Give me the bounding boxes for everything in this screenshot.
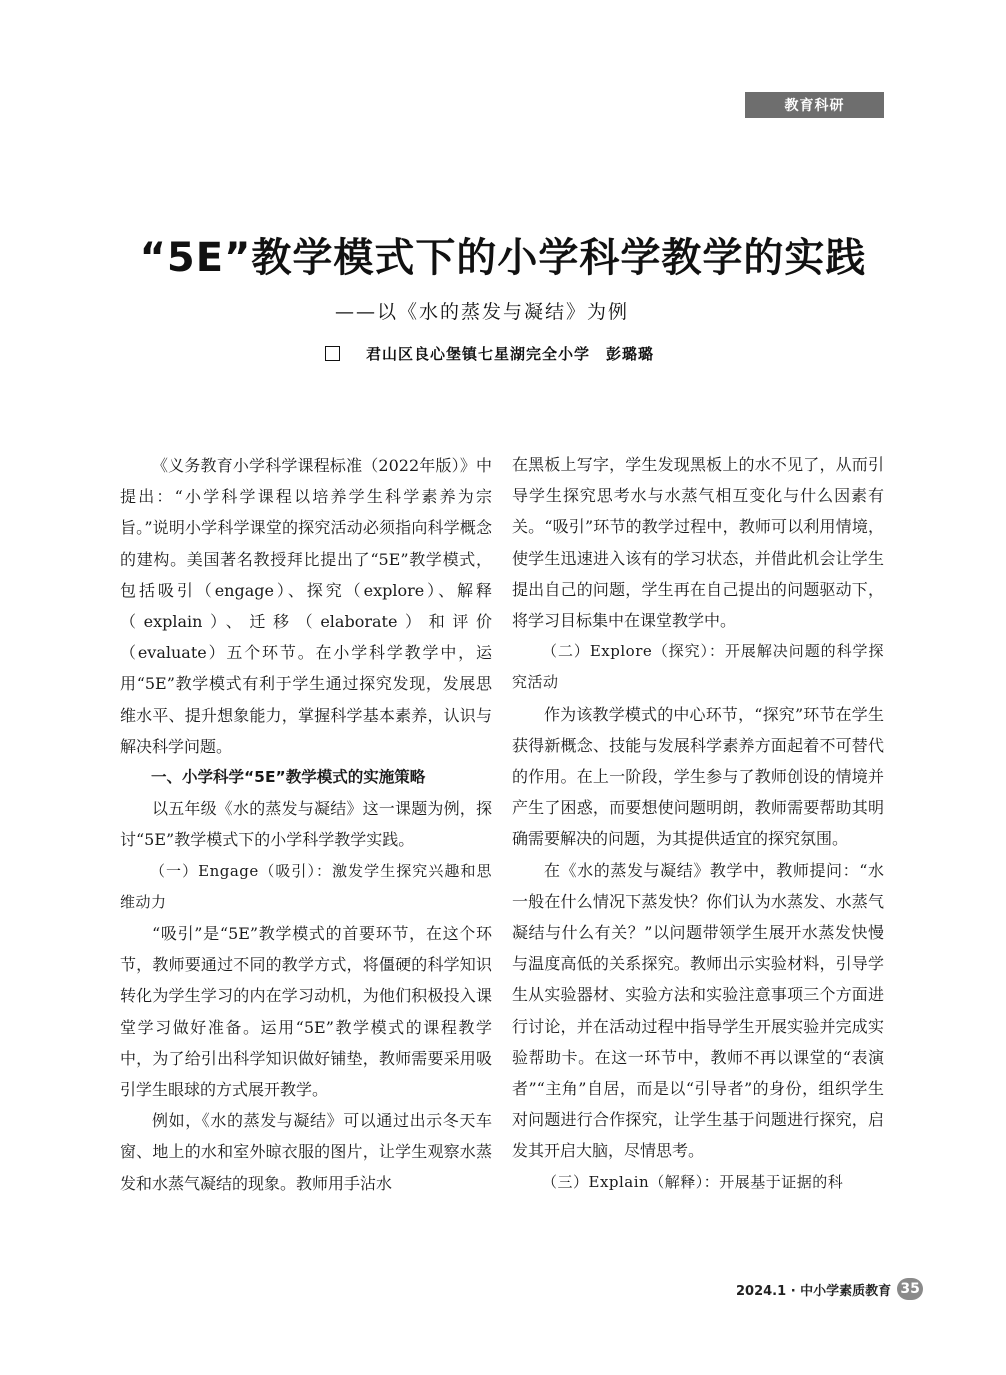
body-paragraph: 在《水的蒸发与凝结》教学中，教师提问：“水一般在什么情况下蒸发快？你们认为水蒸发、水蒸气凝结与什么有关？”以问题带领学生展开水蒸发快慢与温度高低的关系探究。教师出示实验材料，引导学生从实验器材、实验方法和实验注意事项三个方面进行讨论，并在活动过程中指导学生开展实验并完成实验帮助卡。在这一环节中，教师不再以课堂的“表演者”“主角”自居，而是以“引导者”的身份，组织学生对问题进行合作探究，让学生基于问题进行探究，启发其开启大脑，尽情思考。 (512, 860, 884, 1161)
body-paragraph: 《义务教育小学科学课程标准（2022年版）》中提出：“小学科学课程以培养学生科学素养为宗旨。”说明小学科学课堂的探究活动必须指向科学概念的建构。美国著名教授拜比提出了“5E”教学模式，包括吸引（engage）、探究（explore）、解释（explain）、迁移（elaborate）和评价（evaluate）五个环节。在小学科学教学中，运用“5E”教学模式有利于学生通过探究发现，发展思维水平、提升想象能力，掌握科学基本素养，认识与解决科学问题。 (120, 456, 492, 756)
body-paragraph: 例如，《水的蒸发与凝结》可以通过出示冬天车窗、地上的水和室外晾衣服的图片，让学生观察水蒸发和水蒸气凝结的现象。教师用手沾水 (120, 1111, 492, 1193)
article-subtitle: ——以《水的蒸发与凝结》为例 (335, 301, 630, 323)
section-heading: （三）Explain（解释）：开展基于证据的科 (542, 1172, 844, 1191)
body-paragraph: 在黑板上写字，学生发现黑板上的水不见了，从而引导学生探究思考水与水蒸气相互变化与什么因素有关。“吸引”环节的教学过程中，教师可以利用情境，使学生迅速进入该有的学习状态，并借此机会让学生提出自己的问题，学生再在自己提出的问题驱动下，将学习目标集中在课堂教学中。 (512, 455, 884, 631)
author-byline (325, 343, 654, 364)
square-bullet-icon (325, 346, 340, 361)
author-line: 君山区良心堡镇七星湖完全小学 彭璐璐 (366, 345, 655, 363)
section-tag: 教育科研 (745, 92, 884, 118)
section-heading: （一）Engage（吸引）：激发学生探究兴趣和思维动力 (120, 861, 492, 911)
section-heading: （二）Explore（探究）：开展解决问题的科学探究活动 (512, 642, 884, 692)
body-paragraph: 作为该教学模式的中心环节，“探究”环节在学生获得新概念、技能与发展科学素养方面起着不可替代的作用。在上一阶段，学生参与了教师创设的情境并产生了困惑，而要想使问题明朗，教师需要帮助其明确需要解决的问题，为其提供适宜的探究氛围。 (512, 704, 884, 849)
page-number: 35 (897, 1278, 923, 1300)
section-heading: 一、小学科学“5E”教学模式的实施策略 (151, 768, 426, 787)
body-column-left (120, 450, 492, 1199)
body-column-right (512, 449, 884, 1198)
body-paragraph: 以五年级《水的蒸发与凝结》这一课题为例，探讨“5E”教学模式下的小学科学教学实践。 (120, 799, 492, 850)
article-title: “5E”教学模式下的小学科学教学的实践 (139, 235, 867, 281)
journal-label: 2024.1 · 中小学素质教育 (736, 1283, 892, 1299)
page-footer (736, 1276, 923, 1302)
body-paragraph: “吸引”是“5E”教学模式的首要环节，在这个环节，教师要通过不同的教学方式，将僵硬的科学知识转化为学生学习的内在学习动机，为他们积极投入课堂学习做好准备。运用“5E”教学模式的课程教学中，为了给引出科学知识做好铺垫，教师需要采用吸引学生眼球的方式展开教学。 (120, 924, 492, 1100)
